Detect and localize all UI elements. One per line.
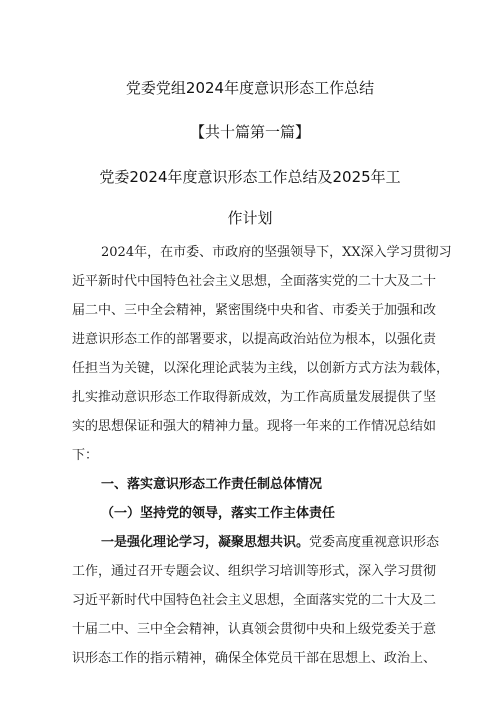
intro-line: 实的思想保证和强大的精神力量。现将一年来的工作情况总结如 (72, 419, 437, 434)
paragraph-line: 十届二中、三中全会精神，认真领会贯彻中央和上级党委关于意 (72, 622, 437, 637)
paragraph-lead: 一是强化理论学习，凝聚思想共识。 (101, 535, 310, 550)
intro-line: 近平新时代中国特色社会主义思想，全面落实党的二十大及二十 (72, 274, 437, 289)
article-title-line1: 党委2024年度意识形态工作总结及2025年工 (99, 168, 401, 186)
intro-line: 进意识形态工作的部署要求，以提高政治站位为根本，以强化责 (72, 332, 437, 347)
section-heading: 一、落实意识形态工作责任制总体情况 (101, 477, 323, 492)
document-subtitle: 【共十篇第一篇】 (189, 123, 310, 141)
paragraph-line: 习近平新时代中国特色社会主义思想，全面落实党的二十大及二 (72, 593, 437, 608)
paragraph-first-line (101, 531, 439, 550)
intro-line: 下： (72, 448, 99, 463)
intro-line: 扎实推动意识形态工作取得新成效，为工作高质量发展提供了坚 (72, 390, 437, 405)
article-title-line2: 作计划 (227, 209, 273, 227)
paragraph-line: 工作，通过召开专题会议、组织学习培训等形式，深入学习贯彻 (72, 564, 437, 579)
intro-line: 届二中、三中全会精神，紧密围绕中央和省、市委关于加强和改 (72, 303, 437, 318)
paragraph-line: 识形态工作的指示精神，确保全体党员干部在思想上、政治上、 (72, 651, 437, 666)
intro-line: 2024年，在市委、市政府的坚强领导下，XX深入学习贯彻习 (101, 245, 452, 260)
paragraph-lead-rest: 党委高度重视意识形态 (309, 535, 440, 550)
intro-line: 任担当为关键，以深化理论武装为主线，以创新方式方法为载体， (72, 361, 450, 376)
subsection-heading: （一）坚持党的领导，落实工作主体责任 (101, 506, 336, 521)
document-title: 党委党组2024年度意识形态工作总结 (125, 79, 375, 97)
